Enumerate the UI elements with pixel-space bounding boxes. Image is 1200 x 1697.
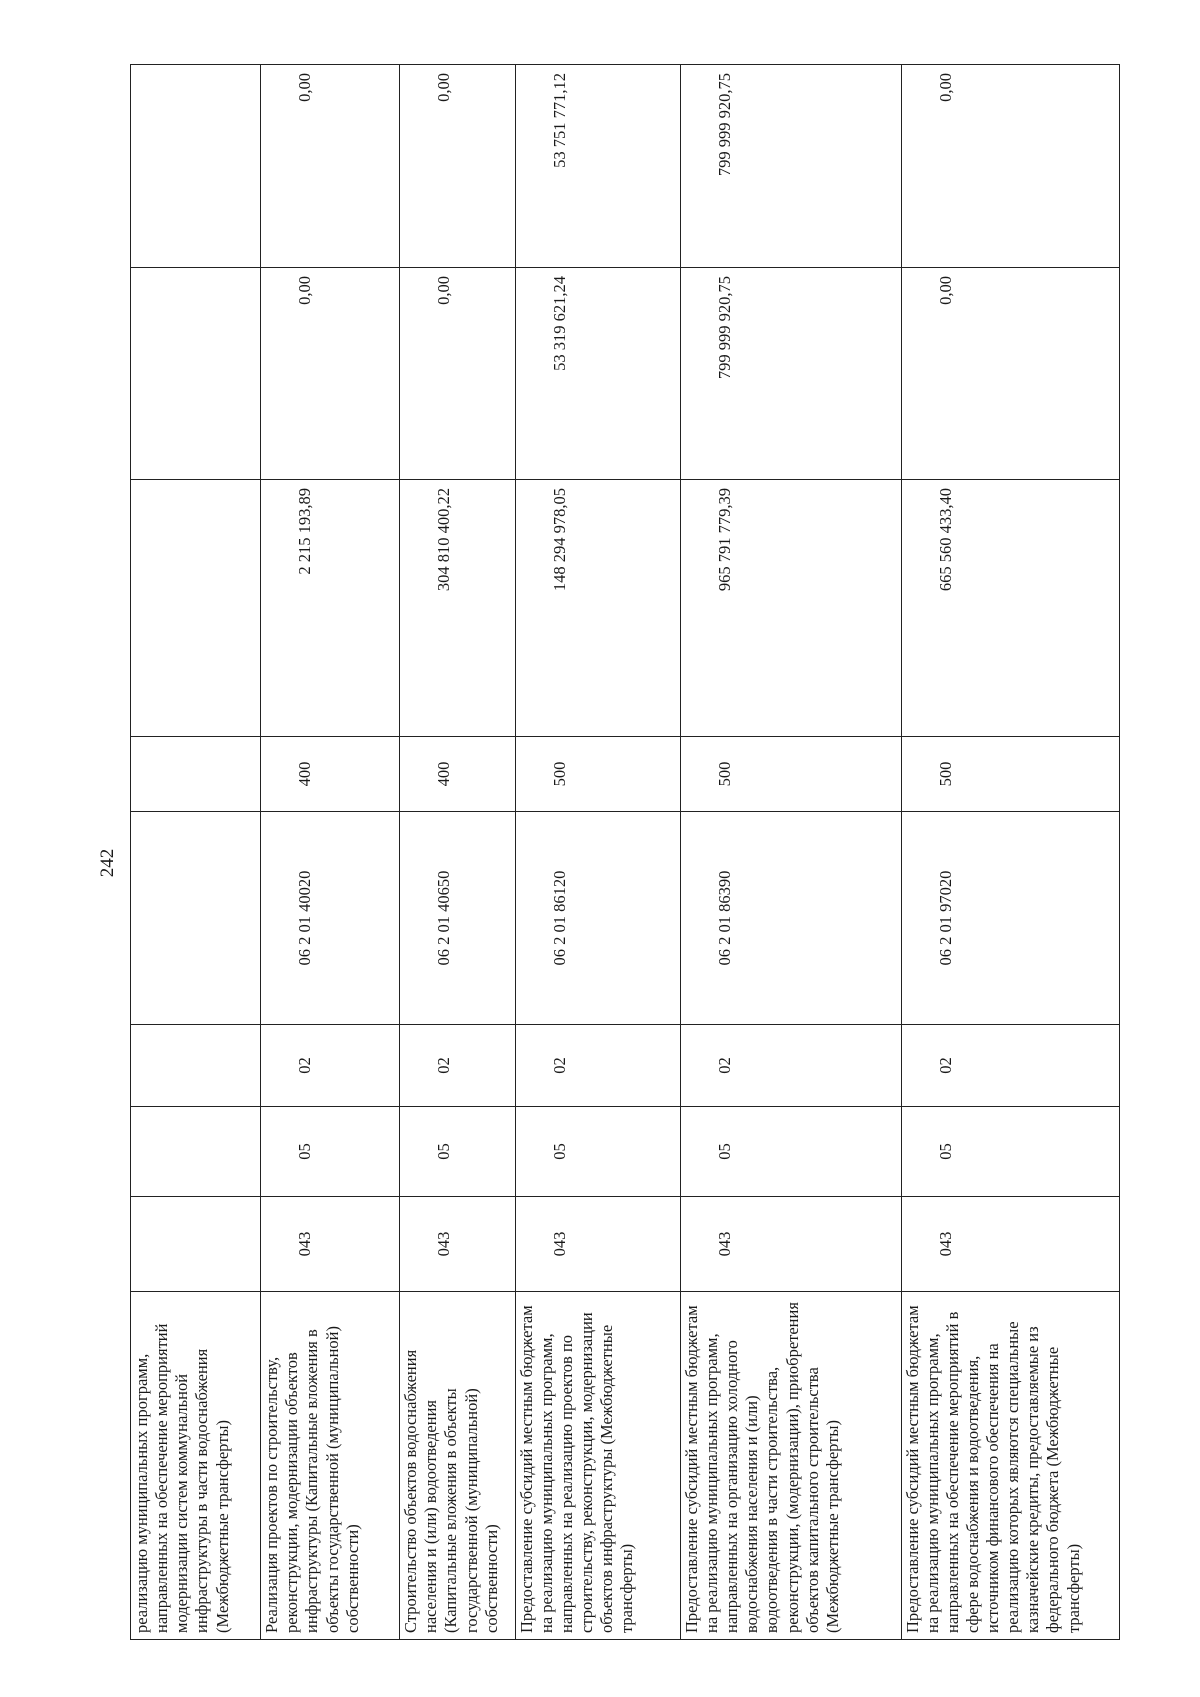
target-code: 06 2 01 40650 — [400, 812, 515, 1025]
target-code: 06 2 01 97020 — [901, 812, 1119, 1025]
row-name: Предоставление субсидий местным бюджетам на реализацию муниципальных программ, направленных на реализацию проектов по строительству, реконструкции, модернизации объектов инфраструктуры (Межбюджетные трансферты) — [515, 1292, 680, 1640]
section-code: 05 — [680, 1107, 901, 1197]
ministry-code: 043 — [261, 1197, 400, 1292]
table-row — [261, 65, 400, 1640]
row-name: Предоставление субсидий местным бюджетам на реализацию муниципальных программ, направленных на обеспечение мероприятий в сфере водоснабжения и водоотведения, источником финансового обеспечения на реализацию которых являются специальные казначейские кредиты, предоставляемые из федерального бюджета (Межбюджетные трансферты) — [901, 1292, 1119, 1640]
sum-year-2: 799 999 920,75 — [680, 268, 901, 480]
type-code — [131, 737, 261, 812]
sum-year-1 — [131, 480, 261, 737]
section-code: 05 — [901, 1107, 1119, 1197]
subsection-code: 02 — [680, 1025, 901, 1107]
section-code: 05 — [261, 1107, 400, 1197]
row-name: Реализация проектов по строительству, реконструкции, модернизации объектов инфраструктуры (Капитальные вложения в объекты государственной (муниципальной) собственности) — [261, 1292, 400, 1640]
ministry-code: 043 — [400, 1197, 515, 1292]
type-code: 500 — [515, 737, 680, 812]
row-name: Строительство объектов водоснабжения населения и (или) водоотведения (Капитальные вложения в объекты государственной (муниципальной) собственности) — [400, 1292, 515, 1640]
sum-year-2 — [131, 268, 261, 480]
sum-year-2: 0,00 — [400, 268, 515, 480]
section-code — [131, 1107, 261, 1197]
page-number: 242 — [97, 848, 118, 878]
sum-year-1: 2 215 193,89 — [261, 480, 400, 737]
subsection-code: 02 — [400, 1025, 515, 1107]
table-row — [515, 65, 680, 1640]
row-name: Предоставление субсидий местным бюджетам на реализацию муниципальных программ, направленных на организацию холодного водоснабжения населения и (или) водоотведения в части строительства, реконструкции, (модернизации), приобретения объектов капитального строительства (Межбюджетные трансферты) — [680, 1292, 901, 1640]
sum-year-1: 965 791 779,39 — [680, 480, 901, 737]
ministry-code: 043 — [680, 1197, 901, 1292]
target-code: 06 2 01 86120 — [515, 812, 680, 1025]
section-code: 05 — [400, 1107, 515, 1197]
sum-year-2: 53 319 621,24 — [515, 268, 680, 480]
sum-year-1: 665 560 433,40 — [901, 480, 1119, 737]
table-row — [901, 65, 1119, 1640]
sum-year-3: 53 751 771,12 — [515, 65, 680, 268]
sum-year-1: 148 294 978,05 — [515, 480, 680, 737]
section-code: 05 — [515, 1107, 680, 1197]
sum-year-3 — [131, 65, 261, 268]
table-row — [400, 65, 515, 1640]
sum-year-3: 0,00 — [400, 65, 515, 268]
ministry-code: 043 — [901, 1197, 1119, 1292]
type-code: 500 — [901, 737, 1119, 812]
target-code: 06 2 01 40020 — [261, 812, 400, 1025]
subsection-code: 02 — [261, 1025, 400, 1107]
type-code: 400 — [400, 737, 515, 812]
sum-year-2: 0,00 — [261, 268, 400, 480]
sum-year-2: 0,00 — [901, 268, 1119, 480]
budget-table — [130, 64, 1120, 1640]
ministry-code: 043 — [515, 1197, 680, 1292]
row-name: реализацию муниципальных программ, направленных на обеспечение мероприятий модернизации систем коммунальной инфраструктуры в части водоснабжения (Межбюджетные трансферты) — [131, 1292, 261, 1640]
sum-year-3: 0,00 — [901, 65, 1119, 268]
type-code: 400 — [261, 737, 400, 812]
rotated-table-wrapper — [130, 65, 1120, 1640]
ministry-code — [131, 1197, 261, 1292]
subsection-code: 02 — [901, 1025, 1119, 1107]
type-code: 500 — [680, 737, 901, 812]
target-code — [131, 812, 261, 1025]
sum-year-1: 304 810 400,22 — [400, 480, 515, 737]
target-code: 06 2 01 86390 — [680, 812, 901, 1025]
table-row — [131, 65, 261, 1640]
subsection-code — [131, 1025, 261, 1107]
table-row — [680, 65, 901, 1640]
sum-year-3: 799 999 920,75 — [680, 65, 901, 268]
subsection-code: 02 — [515, 1025, 680, 1107]
sum-year-3: 0,00 — [261, 65, 400, 268]
